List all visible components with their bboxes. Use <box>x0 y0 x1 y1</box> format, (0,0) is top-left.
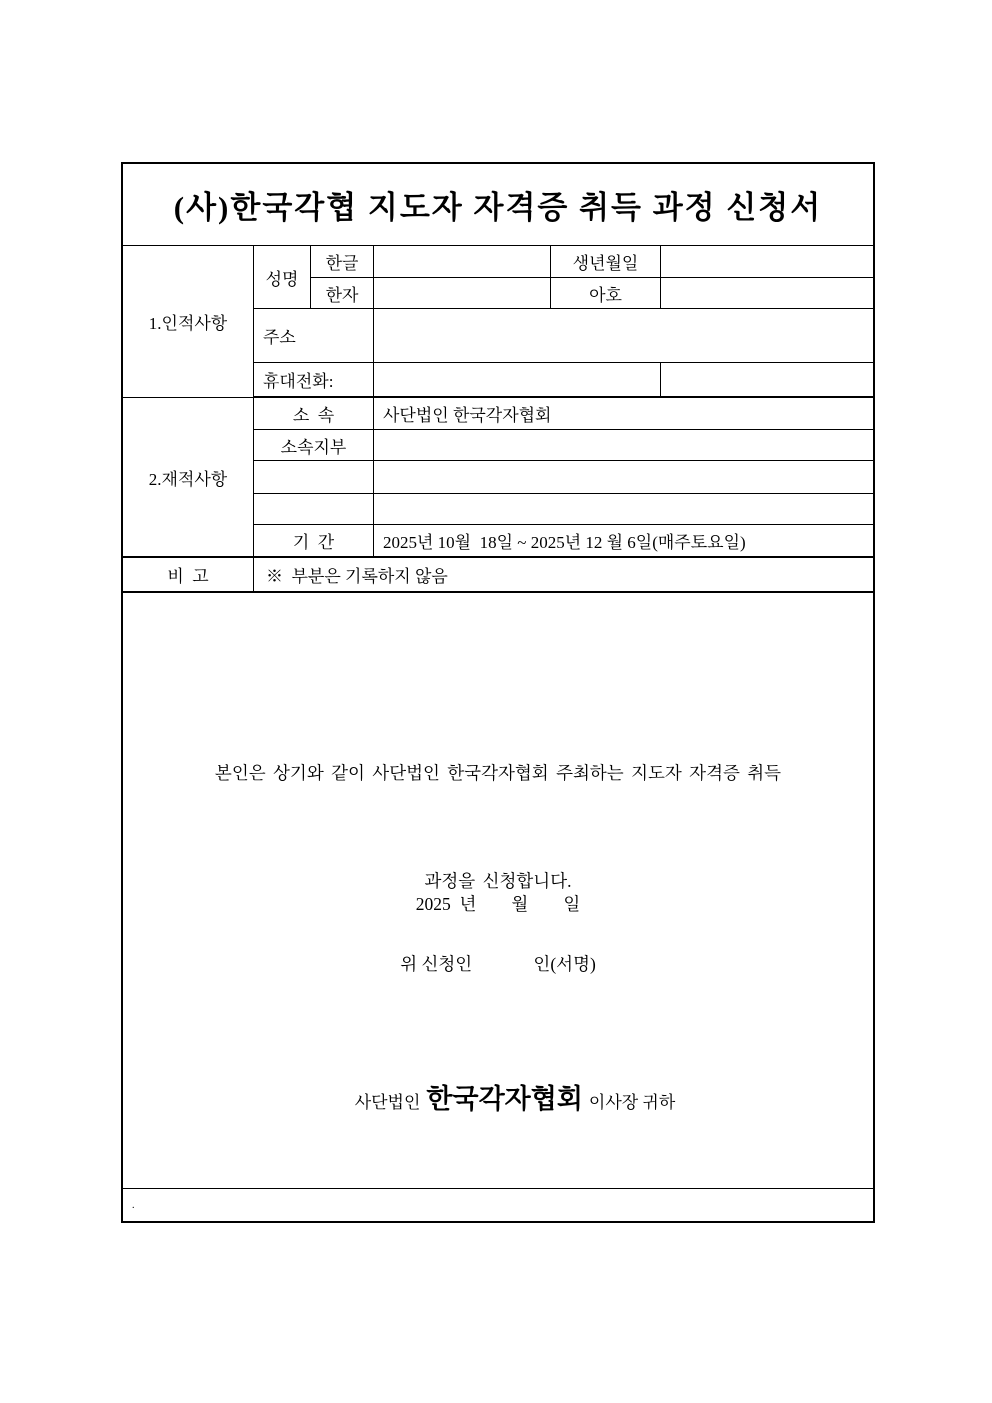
penname-field[interactable] <box>661 278 873 309</box>
closing-org-name: 한국각자협회 <box>426 1084 583 1114</box>
footer-row: . <box>132 1199 135 1211</box>
application-form-table <box>121 162 875 1223</box>
section1-label: 1.인적사항 <box>123 246 254 398</box>
declaration-area <box>123 593 873 1189</box>
name-hangul-label: 한글 <box>311 246 374 278</box>
affiliation-value: 사단법인 한국각자협회 <box>374 398 873 430</box>
name-label: 성명 <box>254 246 311 309</box>
date-line: 2025 년 월 일 <box>415 894 581 914</box>
remarks-value: ※ 부분은 기록하지 않음 <box>254 558 873 593</box>
name-hanja-label: 한자 <box>311 278 374 309</box>
extra-label-field-2[interactable] <box>254 494 374 525</box>
phone-label: 휴대전화: <box>254 363 374 398</box>
extra-value-field-1[interactable] <box>374 461 873 494</box>
signature-line: 위 신청인 인(서명) <box>400 954 596 974</box>
form-title: (사)한국각협 지도자 자격증 취득 과정 신청서 <box>123 164 873 246</box>
birthdate-field[interactable] <box>661 246 873 278</box>
declaration-line-2: 과정을 신청합니다. <box>424 871 572 891</box>
extra-label-field-1[interactable] <box>254 461 374 494</box>
remarks-label: 비 고 <box>123 558 254 593</box>
declaration-paragraph <box>123 683 873 971</box>
period-label: 기 간 <box>254 525 374 558</box>
birthdate-label: 생년월일 <box>551 246 661 278</box>
extra-value-field-2[interactable] <box>374 494 873 525</box>
affiliation-label: 소 속 <box>254 398 374 430</box>
closing-suffix: 이사장 귀하 <box>588 1093 676 1112</box>
address-label: 주소 <box>254 309 374 363</box>
branch-field[interactable] <box>374 430 873 461</box>
closing-prefix: 사단법인 <box>354 1093 421 1112</box>
section2-label: 2.재적사항 <box>123 398 254 558</box>
closing-line <box>123 1057 873 1136</box>
address-field[interactable] <box>374 309 873 363</box>
penname-label: 아호 <box>551 278 661 309</box>
phone-field-2[interactable] <box>661 363 873 398</box>
declaration-line-1: 본인은 상기와 같이 사단법인 한국각자협회 주최하는 지도자 자격증 취득 <box>214 763 782 783</box>
phone-field[interactable] <box>374 363 661 398</box>
name-hanja-field[interactable] <box>374 278 551 309</box>
branch-label: 소속지부 <box>254 430 374 461</box>
name-hangul-field[interactable] <box>374 246 551 278</box>
period-value: 2025년 10월 18일 ~ 2025년 12 월 6일(매주토요일) <box>374 525 873 558</box>
